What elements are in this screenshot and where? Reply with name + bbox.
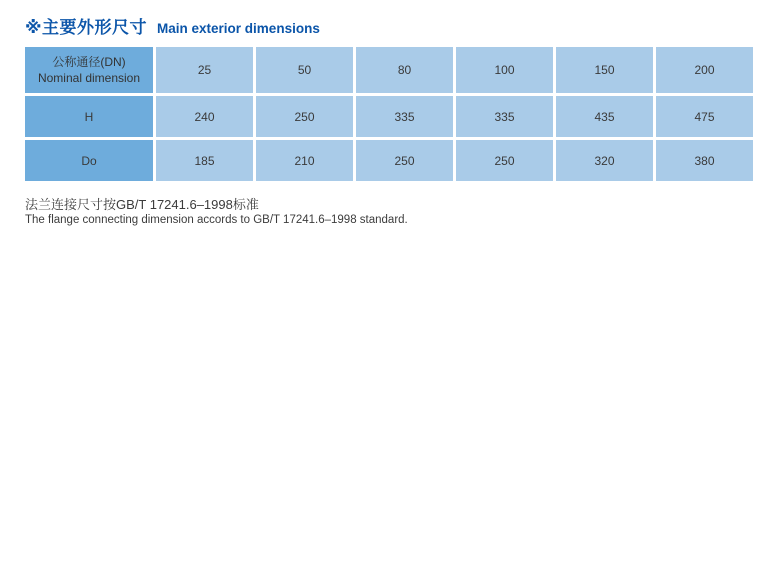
column-header-dn: 80 (356, 47, 453, 93)
corner-label-chinese: 公称通径(DN) (52, 55, 126, 69)
h-value-cell: 435 (556, 96, 653, 137)
content-area (25, 13, 756, 227)
flange-note-chinese: 法兰连接尺寸按GB/T 17241.6–1998标准 (25, 197, 259, 212)
do-value-cell: 320 (556, 140, 653, 181)
column-header-dn: 25 (156, 47, 253, 93)
column-header-dn: 150 (556, 47, 653, 93)
table-row-h (25, 96, 753, 137)
row-label-h: H (25, 96, 153, 137)
h-value-cell: 240 (156, 96, 253, 137)
table-corner-cell (25, 47, 153, 93)
h-value-cell: 335 (456, 96, 553, 137)
dimensions-table (22, 44, 756, 184)
corner-label-english: Nominal dimension (37, 71, 141, 85)
column-header-dn: 100 (456, 47, 553, 93)
row-label-do: Do (25, 140, 153, 181)
page-title-chinese: ※主要外形尺寸 (25, 18, 148, 37)
h-value-cell: 335 (356, 96, 453, 137)
do-value-cell: 185 (156, 140, 253, 181)
h-value-cell: 250 (256, 96, 353, 137)
table-header-row (25, 47, 753, 93)
column-header-dn: 50 (256, 47, 353, 93)
do-value-cell: 380 (656, 140, 753, 181)
column-header-dn: 200 (656, 47, 753, 93)
table-row-do (25, 140, 753, 181)
h-value-cell: 475 (656, 96, 753, 137)
page-title-english: Main exterior dimensions (157, 21, 320, 36)
flange-standard-note (25, 197, 756, 227)
do-value-cell: 250 (356, 140, 453, 181)
do-value-cell: 250 (456, 140, 553, 181)
page-title (25, 13, 756, 38)
do-value-cell: 210 (256, 140, 353, 181)
flange-note-english: The flange connecting dimension accords to GB/T 17241.6–1998 standard. (25, 214, 408, 226)
